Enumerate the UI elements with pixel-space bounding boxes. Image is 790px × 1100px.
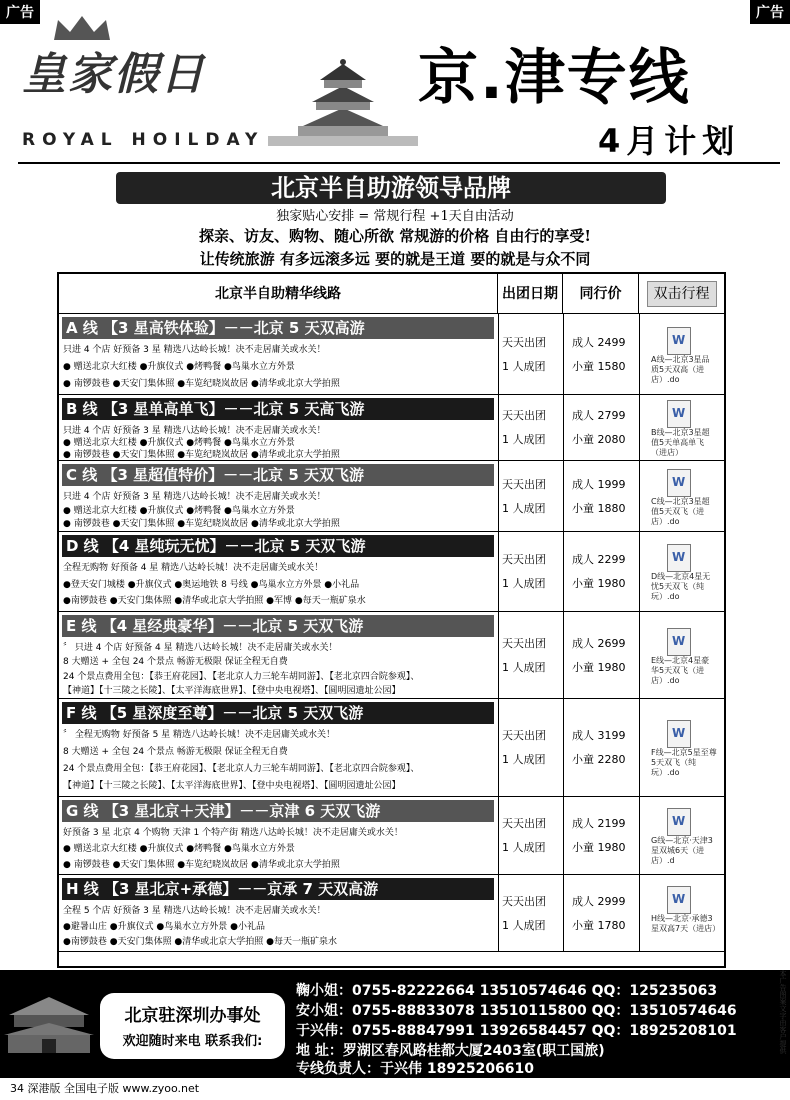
route-detail-line: 只进 4 个店 好预备 3 星 精选八达岭长城！决不走居庸关或水关！: [63, 345, 326, 355]
departure-schedule: 天天出团: [502, 553, 546, 566]
route-detail-line: 〞 只进 4 个店 好预备 4 星 精选八达岭长城！决不走居庸关或水关！: [63, 643, 338, 653]
contact-address: 地 址：罗湖区春风路桂都大厦2403室(职工国旅): [296, 1043, 605, 1059]
col-header-route: 北京半自助精华线路: [59, 274, 498, 314]
route-detail-line: 全程 5 个店 好预备 3 星 精选八达岭长城！决不走居庸关或水关！: [63, 906, 326, 916]
brand-logo-en: ROYAL HOILDAY: [22, 130, 265, 150]
route-detail-line: 全程无购物 好预备 4 星 精选八达岭长城！决不走居庸关或水关！: [63, 563, 324, 573]
header-divider: [18, 162, 780, 164]
route-detail-line: ● 赠送北京大红楼 ●升旗仪式 ●烤鸭餐 ●鸟巢水立方外景: [63, 844, 295, 854]
route-detail-line: ● 南锣鼓巷 ●天安门集体照 ●车览纪晓岚故居 ●清华或北京大学拍照: [63, 860, 340, 870]
route-detail-line: ● 赠送北京大红楼 ●升旗仪式 ●烤鸭餐 ●鸟巢水立方外景: [63, 505, 295, 516]
tagline-2: 探亲、访友、购物、随心所欲 常规游的价格 自由行的享受!: [198, 227, 592, 245]
office-box: [100, 993, 285, 1059]
contact-manager: 专线负责人：于兴伟 18925206610: [296, 1061, 535, 1077]
departure-schedule: 天天出团: [502, 817, 546, 830]
route-detail-line: 24 个景点费用全包：【恭王府花园】、【老北京人力三轮车胡同游】、【老北京四合院参观】、: [63, 671, 420, 682]
itinerary-doc-link[interactable]: G线—北京·天津3星双城6天（进店）.d: [651, 836, 713, 865]
col-header-itinerary: [639, 274, 724, 314]
word-doc-icon[interactable]: [667, 327, 691, 355]
route-detail-line: 好预备 3 星 北京 4 个购物 天津 1 个特产街 精选八达岭长城！决不走居庸关或水关！: [63, 828, 403, 838]
word-doc-icon[interactable]: [667, 544, 691, 572]
side-note: 本广告图案文字由客户提供: [779, 970, 787, 1054]
route-row: [59, 395, 724, 461]
group-minimum: 1 人成团: [502, 501, 546, 515]
route-title: C 线 【3 星超值特价】－－北京 5 天双飞游: [62, 464, 494, 486]
departure-schedule: 天天出团: [502, 729, 546, 742]
word-doc-icon[interactable]: [667, 469, 691, 497]
office-subtitle: 欢迎随时来电 联系我们:: [122, 1034, 263, 1049]
route-title: F 线 【5 星深度至尊】－－北京 5 天双飞游: [62, 702, 494, 724]
office-title: 北京驻深圳办事处: [124, 1006, 261, 1026]
child-price: 小童 1580: [572, 359, 626, 373]
itinerary-doc-link[interactable]: E线—北京4星豪华5天双飞（进店）.do: [651, 655, 710, 685]
word-doc-icon[interactable]: [667, 720, 691, 748]
departure-schedule: 天天出团: [502, 409, 546, 422]
brand-banner: 北京半自助游领导品牌: [116, 172, 666, 204]
route-title: G 线 【3 星北京＋天津】－－京津 6 天双飞游: [62, 800, 494, 822]
route-detail-line: ● 南锣鼓巷 ●天安门集体照 ●车览纪晓岚故居 ●清华或北京大学拍照: [63, 450, 340, 460]
child-price: 小童 2280: [572, 753, 626, 766]
ad-label-left: 广告: [0, 0, 40, 24]
page-title: 京.津专线: [418, 43, 691, 113]
ad-label-right: 广告: [750, 0, 790, 24]
tagline-1: 独家贴心安排 = 常规行程 +1天自由活动: [276, 209, 514, 224]
route-detail-line: ●南锣鼓巷 ●天安门集体照 ●清华或北京大学拍照 ●军博 ●每天一瓶矿泉水: [63, 596, 366, 607]
itinerary-doc-link[interactable]: D线—北京4星无忧5天双飞（纯玩）.do: [651, 572, 711, 601]
itinerary-doc-link[interactable]: C线—北京3星超值5天双飞（进店）.do: [651, 496, 710, 526]
route-row: [59, 461, 724, 532]
route-detail-line: ● 赠送北京大红楼 ●升旗仪式 ●烤鸭餐 ●鸟巢水立方外景: [63, 362, 295, 372]
col-header-price: 同行价: [563, 274, 639, 314]
route-detail-line: 只进 4 个店 好预备 3 星 精选八达岭长城！决不走居庸关或水关！: [63, 426, 326, 436]
route-title: D 线 【4 星纯玩无忧】－－北京 5 天双飞游: [62, 535, 494, 557]
adult-price: 成人 3199: [572, 729, 626, 742]
route-detail-line: ● 赠送北京大红楼 ●升旗仪式 ●烤鸭餐 ●鸟巢水立方外景: [63, 438, 295, 448]
route-detail-line: ● 南锣鼓巷 ●天安门集体照 ●车览纪晓岚故居 ●清华或北京大学拍照: [63, 519, 340, 530]
route-detail-line: 【神道】【十三陵之长陵】、【太平洋海底世界】、【登中央电视塔】、【圆明园遗址公园】: [63, 781, 401, 791]
route-detail-line: 24 个景点费用全包：【恭王府花园】、【老北京人力三轮车胡同游】、【老北京四合院参观】、: [63, 764, 420, 774]
tiananmen-icon: [4, 985, 94, 1055]
departure-schedule: 天天出团: [502, 894, 546, 908]
tagline-3: 让传统旅游 有多远滚多远 要的就是王道 要的就是与众不同: [199, 250, 591, 268]
route-detail-line: ●避暑山庄 ●升旗仪式 ●鸟巢水立方外景 ●小礼品: [63, 921, 265, 932]
departure-schedule: 天天出团: [502, 335, 546, 349]
child-price: 小童 1980: [572, 660, 626, 674]
adult-price: 成人 2499: [572, 335, 626, 349]
group-minimum: 1 人成团: [502, 577, 546, 590]
word-doc-icon[interactable]: [667, 400, 691, 428]
word-doc-icon[interactable]: [667, 886, 691, 914]
route-detail-line: 8 大赠送 + 全包 24 个景点 畅游无极限 保证全程无自费: [63, 657, 288, 668]
adult-price: 成人 1999: [572, 477, 626, 491]
route-row: [59, 532, 724, 612]
group-minimum: 1 人成团: [502, 753, 546, 766]
departure-schedule: 天天出团: [502, 477, 546, 491]
group-minimum: 1 人成团: [502, 918, 546, 932]
col-header-date: 出团日期: [498, 274, 563, 314]
route-row: [59, 314, 724, 395]
route-row: [59, 612, 724, 699]
group-minimum: 1 人成团: [502, 359, 546, 373]
child-price: 小童 2080: [572, 433, 626, 446]
child-price: 小童 1780: [572, 918, 626, 932]
child-price: 小童 1980: [572, 577, 626, 590]
itinerary-doc-link[interactable]: A线—北京3星品质5天双高（进店）.do: [651, 354, 710, 384]
contact-an: 安小姐：0755-88833078 13510115800 QQ：13510574646: [296, 1003, 737, 1019]
route-row: [59, 875, 724, 952]
departure-schedule: 天天出团: [502, 636, 546, 650]
route-detail-line: 8 大赠送 + 全包 24 个景点 畅游无极限 保证全程无自费: [63, 747, 288, 757]
temple-of-heaven-illustration: [268, 56, 418, 146]
adult-price: 成人 2699: [572, 636, 626, 650]
itinerary-doc-link[interactable]: B线—北京3星超值5天单高单飞（进店）: [651, 428, 710, 457]
route-detail-line: 〞 全程无购物 好预备 5 星 精选八达岭长城！决不走居庸关或水关！: [63, 730, 336, 740]
route-title: E 线 【4 星经典豪华】－－北京 5 天双飞游: [62, 615, 494, 637]
route-detail-line: ●登天安门城楼 ●升旗仪式 ●奥运地铁 8 号线 ●鸟巢水立方外景 ●小礼品: [63, 579, 360, 590]
page-footer: 34 深港版 全国电子版 www.zyoo.net: [10, 1082, 200, 1095]
route-table: [57, 272, 726, 968]
itinerary-doc-link[interactable]: H线—北京·承德3星双高7天（进店）: [651, 913, 721, 933]
word-doc-icon[interactable]: [667, 628, 691, 656]
route-title: B 线 【3 星单高单飞】－－北京 5 天高飞游: [62, 398, 494, 420]
route-title: H 线 【3 星北京+承德】－－京承 7 天双高游: [62, 878, 494, 900]
adult-price: 成人 2299: [572, 553, 626, 566]
itinerary-doc-link[interactable]: F线—北京5星至尊5天双飞（纯玩）.do: [651, 748, 717, 777]
child-price: 小童 1980: [572, 841, 626, 854]
route-title: A 线 【3 星高铁体验】－－北京 5 天双高游: [62, 317, 494, 339]
route-row: [59, 797, 724, 875]
page-subtitle: 4月计划: [598, 122, 741, 160]
adult-price: 成人 2199: [572, 817, 626, 830]
group-minimum: 1 人成团: [502, 660, 546, 674]
route-detail-line: ●南锣鼓巷 ●天安门集体照 ●清华或北京大学拍照 ●每天一瓶矿泉水: [63, 937, 337, 948]
route-detail-line: ● 南锣鼓巷 ●天安门集体照 ●车览纪晓岚故居 ●清华或北京大学拍照: [63, 379, 340, 389]
route-detail-line: 【神道】【十三陵之长陵】、【太平洋海底世界】、【登中央电视塔】、【圆明园遗址公园】: [63, 685, 401, 696]
group-minimum: 1 人成团: [502, 841, 546, 854]
contact-yu: 于兴伟：0755-88847991 13926584457 QQ：18925208101: [296, 1023, 737, 1039]
brand-logo-cn: 皇家假日: [22, 49, 206, 100]
group-minimum: 1 人成团: [502, 433, 546, 446]
route-detail-line: 只进 4 个店 好预备 3 星 精选八达岭长城！决不走居庸关或水关！: [63, 492, 326, 502]
adult-price: 成人 2999: [572, 894, 626, 908]
adult-price: 成人 2799: [572, 409, 626, 422]
child-price: 小童 1880: [572, 501, 626, 515]
route-row: [59, 699, 724, 797]
itinerary-header-label: 双击行程: [647, 281, 717, 307]
word-doc-icon[interactable]: [667, 808, 691, 836]
contact-ju: 鞠小姐：0755-82222664 13510574646 QQ：125235063: [296, 983, 718, 999]
